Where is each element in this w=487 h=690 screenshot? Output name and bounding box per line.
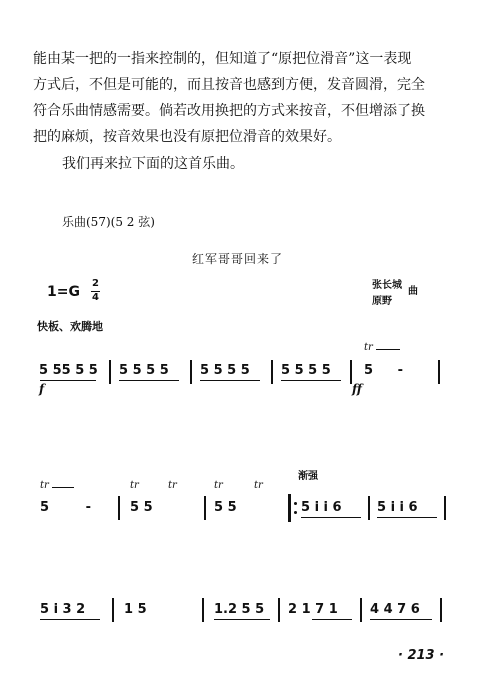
staff2-measure-1: 5 - [40,500,107,515]
staff3-beam-4 [312,619,352,620]
staff3-beam-1 [40,619,100,620]
staff1-measure-4: 5 5 5 5 [281,363,331,378]
staff3-measure-4: 2 1 7 1 [288,602,338,617]
composer-role: 曲 [408,286,418,297]
barline [350,360,352,384]
song-title: 红军哥哥回来了 [192,252,284,266]
trill-mark: tr [214,480,223,491]
staff1-beam-1 [40,380,96,381]
barline [360,598,362,622]
staff2-measure-5: 5 i i 6 [377,500,418,515]
staff1-measure-1: 5 55 5 5 [39,363,98,378]
trill-mark: tr [130,480,139,491]
piece-label: 乐曲(57)(5 2 弦) [62,215,155,229]
page-number: · 213 · [398,648,445,663]
staff3-measure-5: 4 4 7 6 [370,602,420,617]
trill-mark: tr [254,480,263,491]
barline [190,360,192,384]
dynamic-start: f [39,382,45,396]
time-signature-top: 2 [92,278,99,289]
trill-wave [52,487,74,488]
crescendo-label: 渐强 [298,471,318,482]
staff3-measure-3: 1.2 5 5 [214,602,265,617]
paragraph-line-4: 把的麻烦，按音效果也没有原把位滑音的效果好。 [33,129,341,145]
staff1-measure-2: 5 5 5 5 [119,363,169,378]
trill-mark: tr [168,480,177,491]
key-signature: 1=G [47,284,80,300]
staff2-measure-4: 5 i i 6 [301,500,342,515]
barline [112,598,114,622]
staff3-beam-5 [370,619,432,620]
paragraph-line-1: 能由某一把的一指来控制的，但知道了“原把位滑音”这一表现 [33,51,412,67]
barline [204,496,206,520]
arranger-name: 原野 [372,296,392,307]
barline [440,598,442,622]
staff2-beam-4 [301,517,361,518]
staff2-measure-3: 5 5 [214,500,237,515]
barline [202,598,204,622]
staff1-measure-5: 5 - [364,363,413,378]
barline [368,496,370,520]
staff1-beam-4 [281,380,341,381]
staff2-beam-5 [377,517,437,518]
staff1-measure-3: 5 5 5 5 [200,363,250,378]
staff1-beam-2 [119,380,179,381]
composer-name: 张长城 [372,280,402,291]
time-signature-bottom: 4 [92,292,99,303]
paragraph-line-2: 方式后，不但是可能的，而且按音也感到方便，发音圆滑，完全 [33,77,425,93]
tempo-marking: 快板、欢腾地 [37,320,103,333]
trill-wave [376,349,400,350]
paragraph-2: 我们再来拉下面的这首乐曲。 [62,156,244,172]
trill-mark: tr [364,342,373,353]
barline [109,360,111,384]
paragraph-line-3: 符合乐曲情感需要。倘若改用换把的方式来按音，不但增添了换 [33,103,425,119]
repeat-dot [294,502,297,505]
barline [278,598,280,622]
barline [444,496,446,520]
repeat-barline [288,494,291,522]
staff3-beam-3 [214,619,270,620]
staff2-measure-2: 5 5 [130,500,153,515]
repeat-dot [294,511,297,514]
dynamic-end: ff [352,382,362,396]
staff1-beam-3 [200,380,260,381]
trill-mark: tr [40,480,49,491]
barline [271,360,273,384]
staff3-measure-2: 1 5 [124,602,147,617]
staff3-measure-1: 5 i 3 2 [40,602,86,617]
barline [438,360,440,384]
barline [118,496,120,520]
